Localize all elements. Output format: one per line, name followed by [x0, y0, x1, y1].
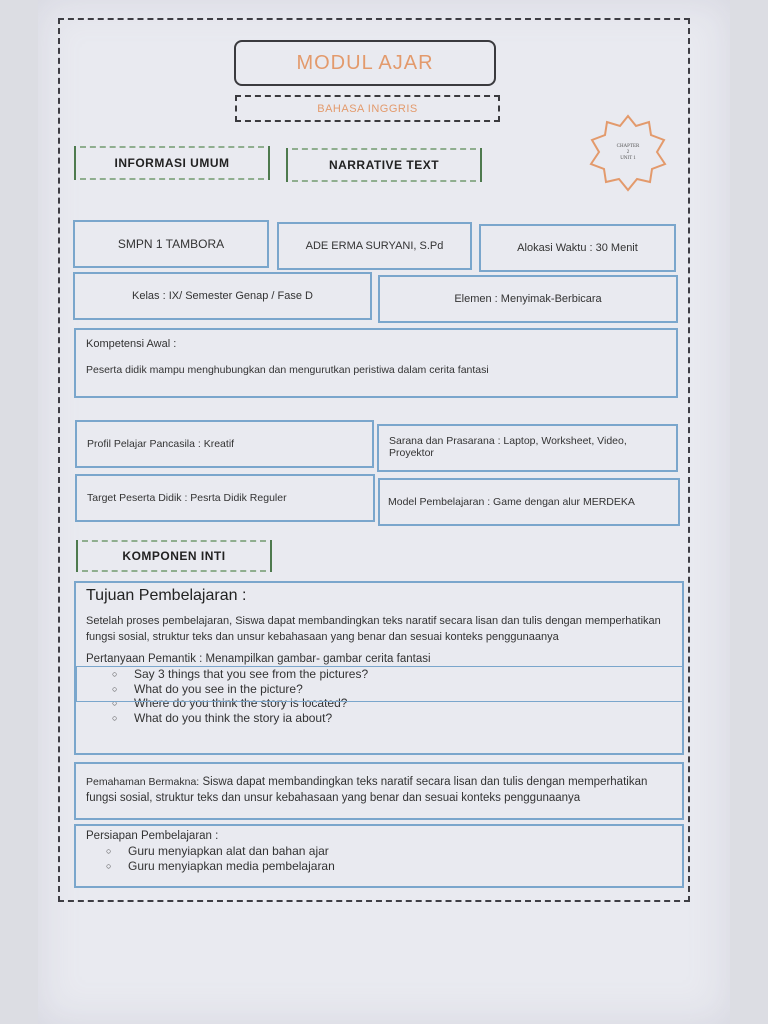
tujuan-heading: Tujuan Pembelajaran : — [86, 587, 247, 604]
badge-line-2: 2 — [626, 150, 630, 155]
time-allocation: Alokasi Waktu : 30 Menit — [517, 242, 638, 254]
module-subtitle — [235, 95, 500, 122]
section-label: KOMPONEN INTI — [122, 549, 226, 563]
time-box — [479, 224, 676, 272]
persiapan-list — [86, 844, 672, 873]
badge-star-icon — [586, 114, 670, 194]
model-box — [378, 478, 680, 526]
profil-box — [75, 420, 374, 468]
module-title — [234, 40, 496, 86]
elemen-text: Elemen : Menyimak-Berbicara — [454, 293, 602, 305]
kompetensi-text: Peserta didik mampu menghubungkan dan mengurutkan peristiwa dalam cerita fantasi — [86, 364, 489, 376]
badge-line-1: CHAPTER — [616, 144, 640, 149]
list-item: ○ Guru menyiapkan media pembelajaran — [106, 859, 672, 874]
pertanyaan-label: Pertanyaan Pemantik : Menampilkan gambar- gambar cerita fantasi — [86, 653, 431, 665]
section-tab-komponen-inti — [76, 540, 272, 572]
sarana-text: Sarana dan Prasarana : Laptop, Worksheet, Video, Proyektor — [389, 435, 627, 459]
chapter-badge — [586, 114, 670, 194]
section-label: NARRATIVE TEXT — [328, 158, 440, 172]
list-item: ○ Say 3 things that you see from the pictures? — [112, 667, 672, 682]
school-box — [73, 220, 269, 268]
module-title-text: MODUL AJAR — [296, 51, 434, 74]
profil-text: Profil Pelajar Pancasila : Kreatif — [87, 438, 235, 450]
list-item: ○ What do you think the story ia about? — [112, 711, 672, 726]
sarana-box — [377, 424, 678, 472]
tujuan-text: Setelah proses pembelajaran, Siswa dapat membandingkan teks naratif secara lisan dan tulis dengan memperhatikan fungsi sosial, struktur teks dan unsur kebahasaan yang benar dan sesuai konteks penggunaanya — [86, 615, 661, 643]
kompetensi-box — [74, 328, 678, 398]
section-tab-informasi-umum — [74, 146, 270, 180]
pertanyaan-highlight-box — [76, 666, 684, 702]
list-item: ○ What do you see in the picture? — [112, 682, 672, 697]
kelas-box — [73, 272, 372, 320]
teacher-name: ADE ERMA SURYANI, S.Pd — [305, 240, 444, 252]
kompetensi-label: Kompetensi Awal : — [86, 338, 177, 350]
teacher-box — [277, 222, 472, 270]
badge-line-3: UNIT 1 — [620, 156, 636, 161]
pemahaman-label: Pemahaman Bermakna: — [86, 776, 200, 788]
kelas-text: Kelas : IX/ Semester Genap / Fase D — [132, 290, 313, 302]
elemen-box — [378, 275, 678, 323]
target-box — [75, 474, 375, 522]
model-text: Model Pembelajaran : Game dengan alur MERDEKA — [388, 496, 635, 508]
persiapan-box — [74, 824, 684, 888]
persiapan-label: Persiapan Pembelajaran : — [86, 830, 219, 842]
target-text: Target Peserta Didik : Pesrta Didik Reguler — [87, 492, 287, 504]
pemahaman-text: Siswa dapat membandingkan teks naratif secara lisan dan tulis dengan memperhatikan fungsi sosial, struktur teks dan unsur kebahasaan yang benar dan sesuai konteks penggunaanya — [86, 776, 648, 804]
module-subtitle-text: BAHASA INGGRIS — [317, 102, 418, 115]
pemahaman-box — [74, 762, 684, 820]
section-tab-narrative-text — [286, 148, 482, 182]
school-name: SMPN 1 TAMBORA — [117, 237, 225, 251]
section-label: INFORMASI UMUM — [114, 156, 230, 170]
list-item: ○ Guru menyiapkan alat dan bahan ajar — [106, 844, 672, 859]
list-item: ○ Where do you think the story is located? — [112, 696, 672, 711]
